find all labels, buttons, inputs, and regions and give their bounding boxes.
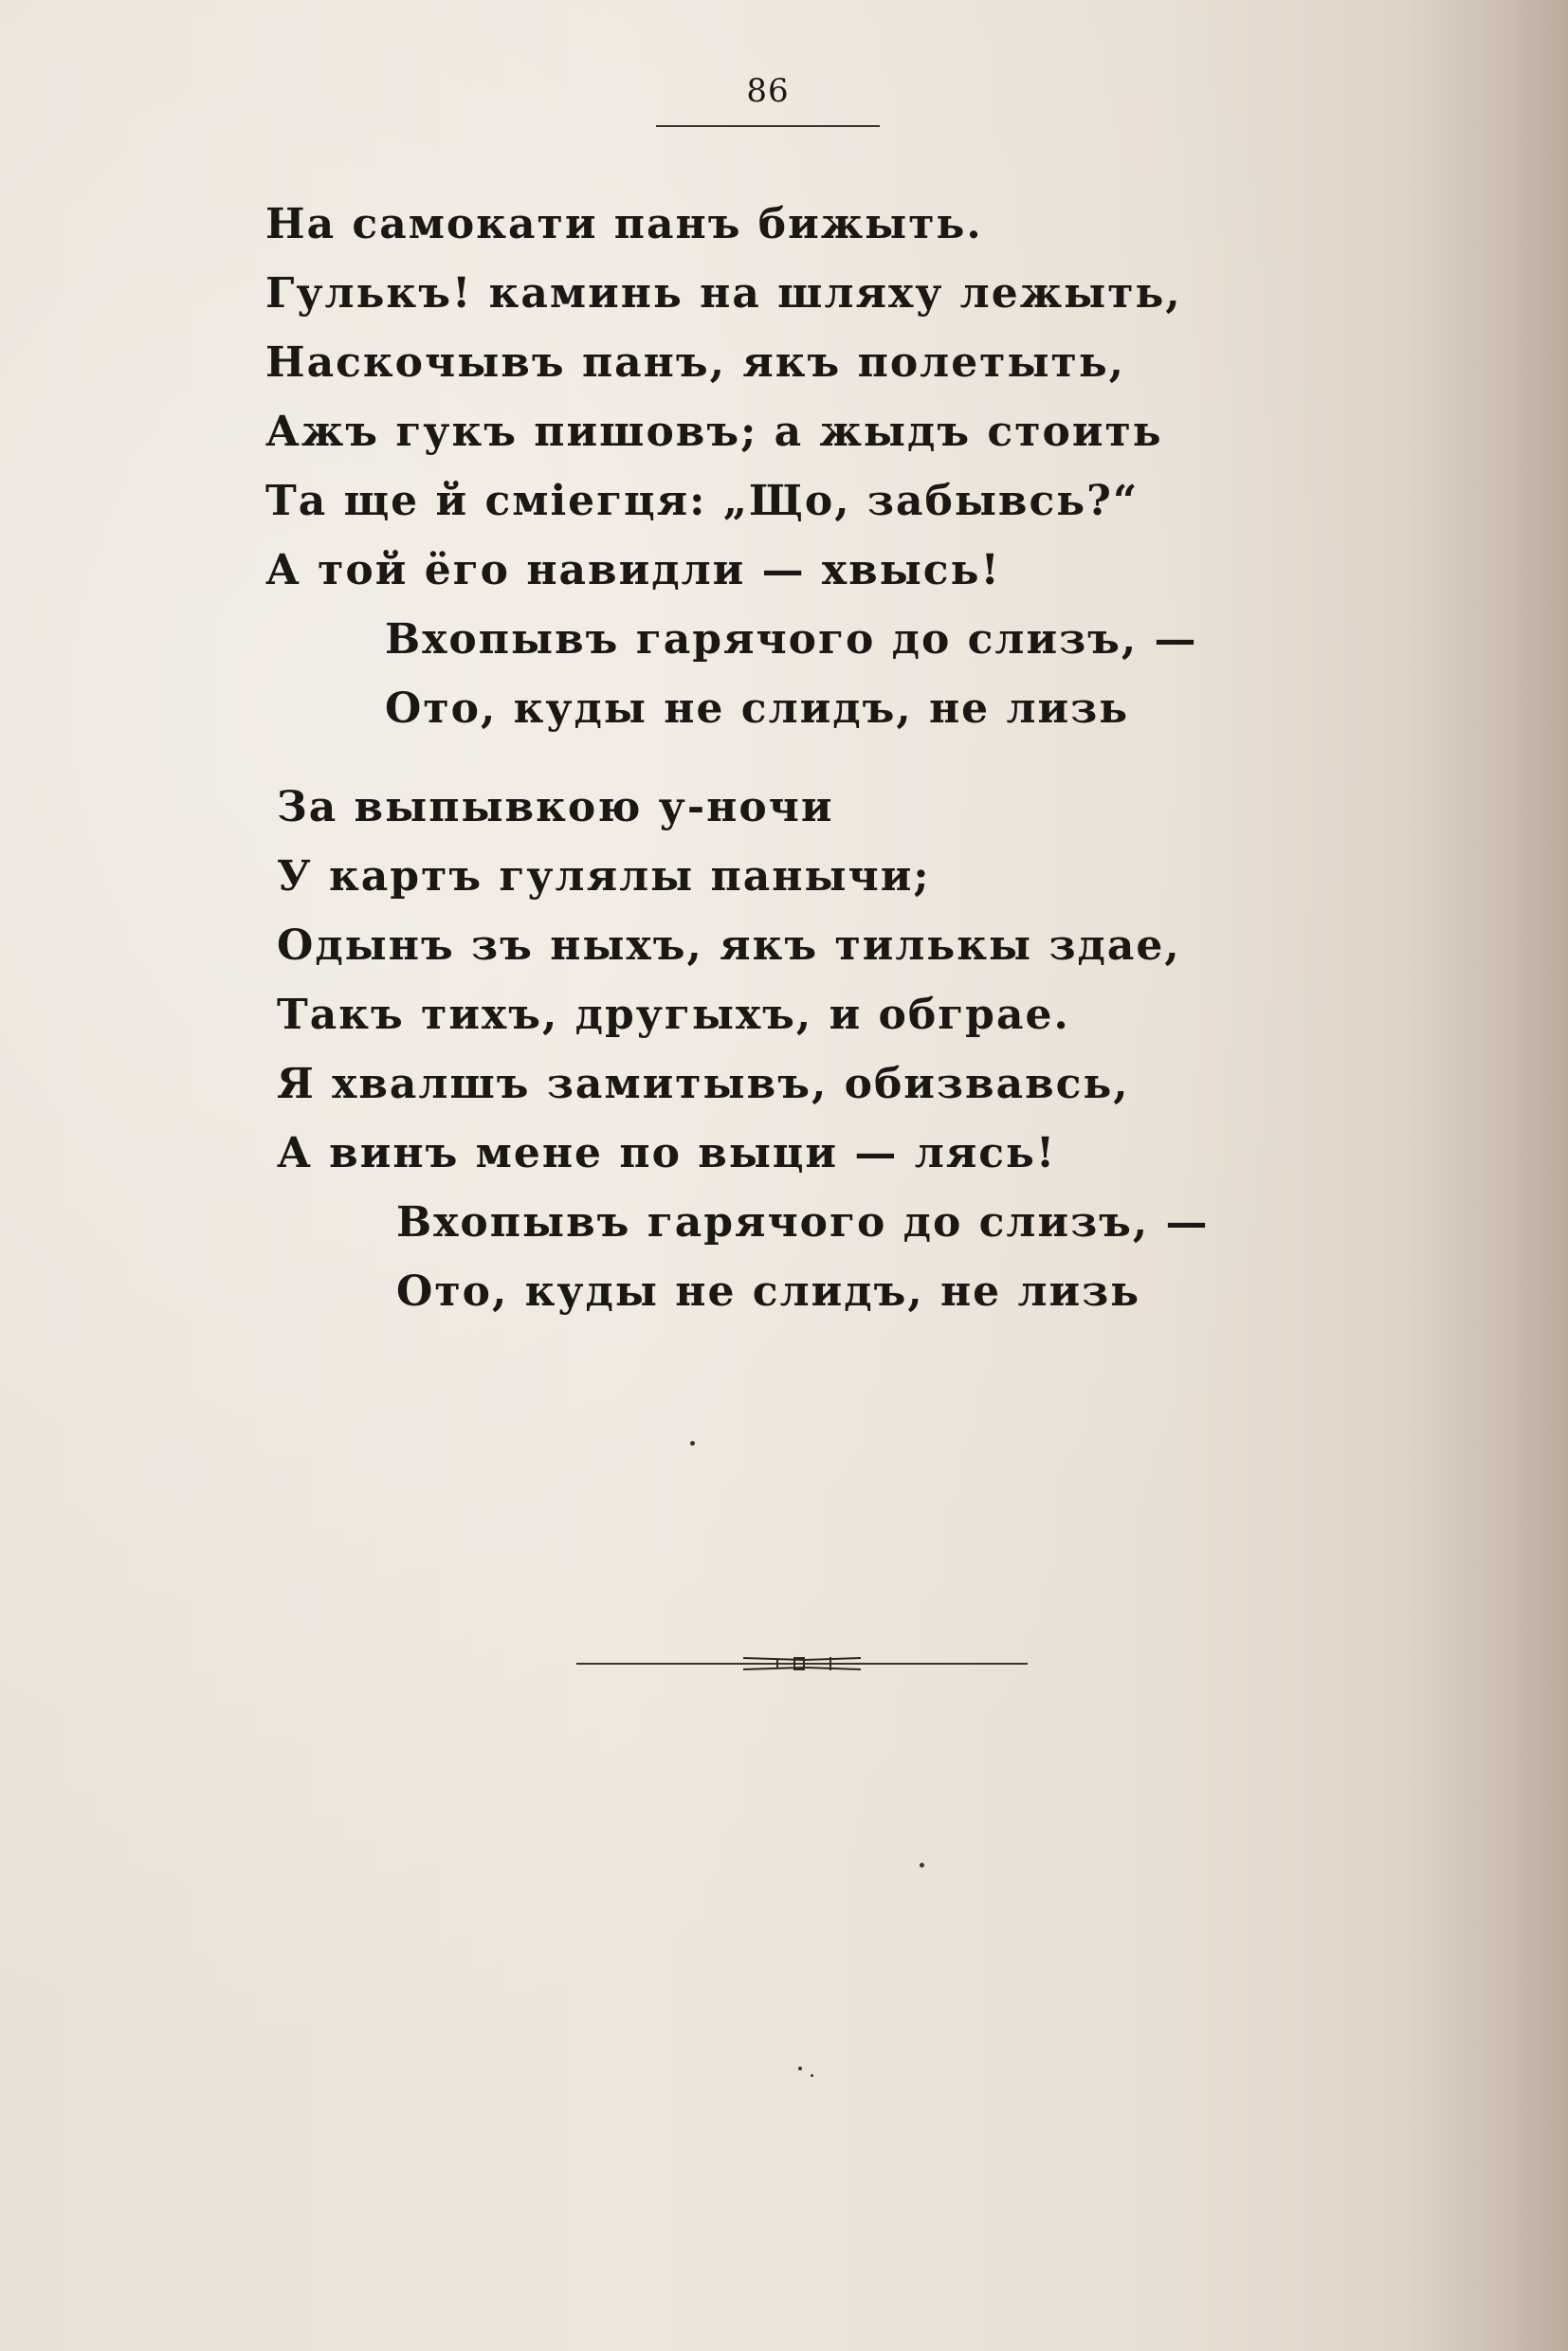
page-number: 86	[746, 72, 790, 110]
verse-line: Я хвалшъ замитывъ, обизвавсь,	[277, 1060, 1130, 1108]
verse-line: Одынъ зъ ныхъ, якъ тилькы здае,	[277, 921, 1181, 970]
refrain-line: Ото, куды не слидъ, не лизь	[385, 684, 1130, 733]
verse-line: На самокати панъ бижыть.	[265, 200, 983, 248]
verse-line: За выпывкою у-ночи	[277, 783, 834, 831]
verse-line: Гулькъ! каминь на шляху лежыть,	[265, 269, 1182, 318]
verse-line: Такъ тихъ, другыхъ, и обграе.	[277, 991, 1070, 1039]
paper-speck	[920, 1863, 924, 1868]
stanza-1	[265, 190, 1198, 743]
page-number-rule	[656, 125, 880, 127]
verse-line: Та ще й сміегця: „Що, забывсь?“	[265, 477, 1140, 525]
stanza-2	[277, 773, 1210, 1326]
paper-speck	[811, 2074, 813, 2077]
refrain-line: Ото, куды не слидъ, не лизь	[396, 1267, 1141, 1316]
refrain-line: Вхопывъ гарячого до слизъ, —	[396, 1198, 1210, 1247]
paper-speck	[690, 1441, 695, 1446]
verse-line: А той ёго навидли — хвысь!	[265, 546, 1001, 594]
end-ornament	[576, 1649, 1028, 1678]
refrain-line: Вхопывъ гарячого до слизъ, —	[385, 615, 1198, 664]
verse-line: Ажъ гукъ пишовъ; а жыдъ стоить	[265, 408, 1163, 456]
page-shadow	[1407, 0, 1568, 2351]
verse-line: А винъ мене по выци — лясь!	[277, 1129, 1057, 1177]
verse-line: У картъ гулялы панычи;	[277, 852, 931, 901]
verse-line: Наскочывъ панъ, якъ полетыть,	[265, 338, 1125, 387]
paper-speck	[798, 2067, 802, 2070]
